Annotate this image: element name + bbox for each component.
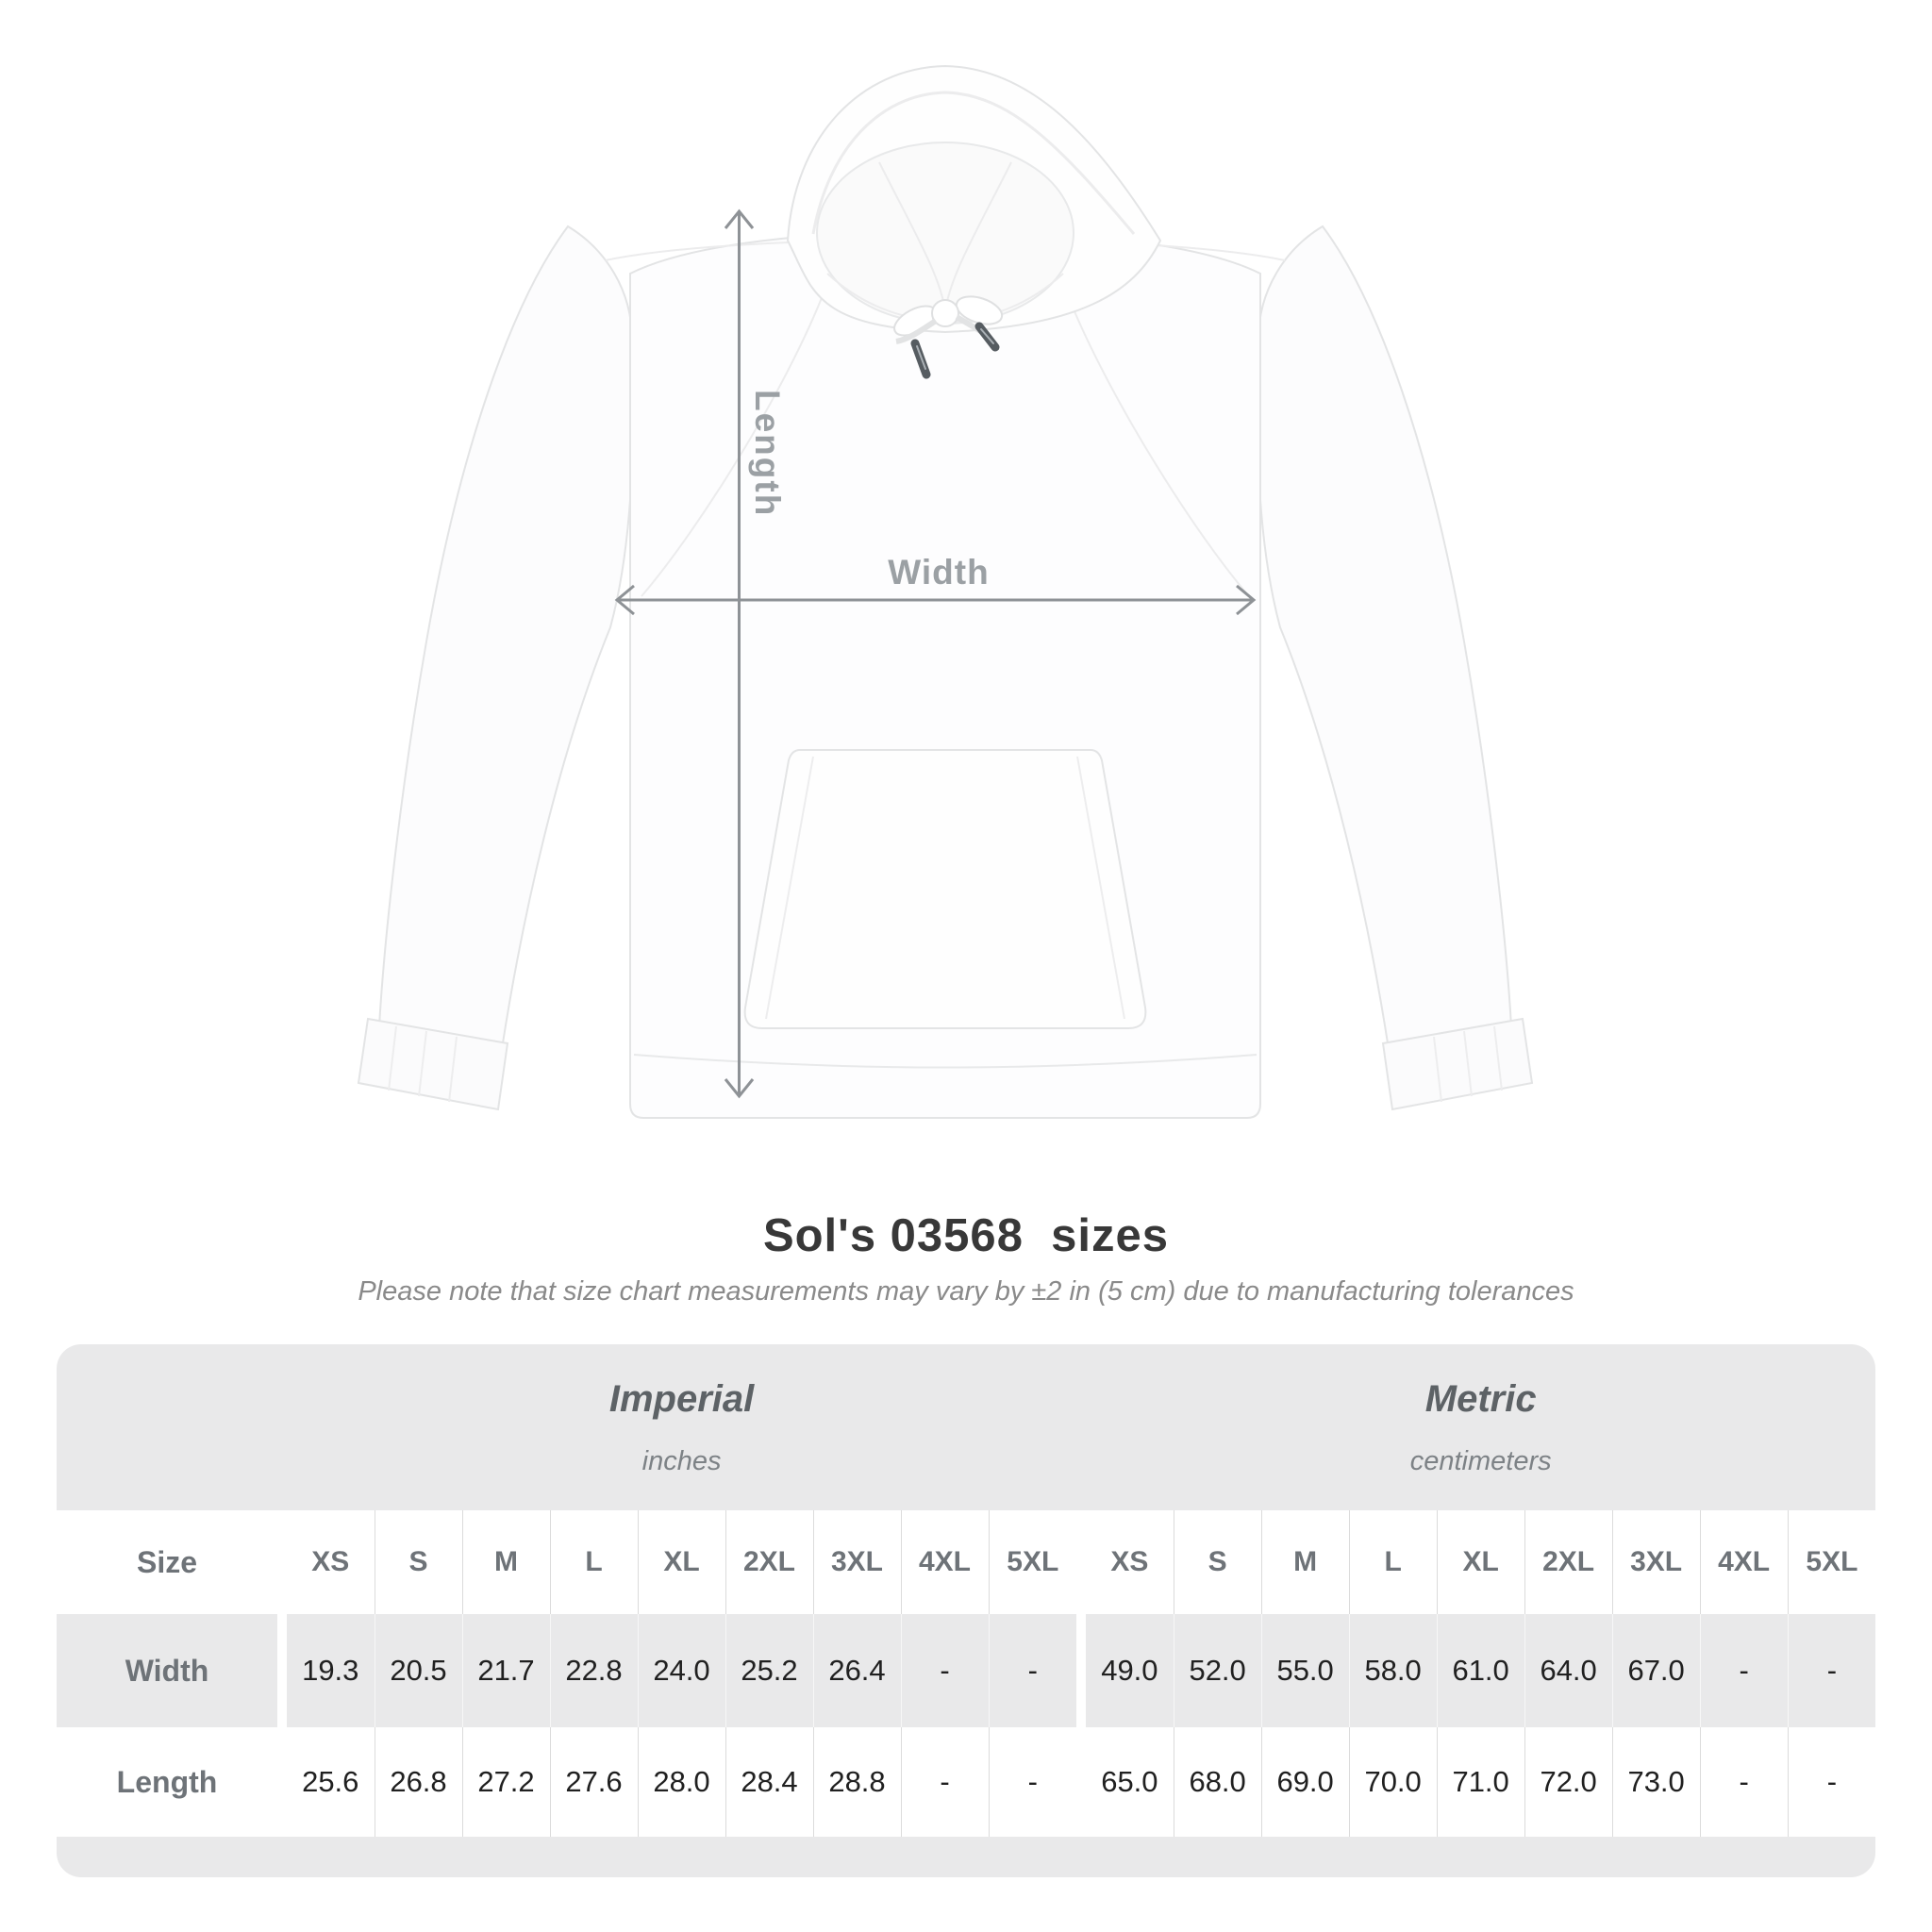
size-col-header: S bbox=[375, 1510, 462, 1614]
size-col-header: S bbox=[1174, 1510, 1261, 1614]
length-value: 27.6 bbox=[550, 1727, 638, 1837]
metric-label: Metric bbox=[1424, 1377, 1537, 1420]
hoodie-pocket bbox=[745, 750, 1146, 1028]
metric-unit-label: centimeters bbox=[1409, 1445, 1552, 1476]
length-value: 68.0 bbox=[1174, 1727, 1261, 1837]
page-title: Sol's 03568 sizes bbox=[762, 1210, 1170, 1261]
length-dimension-label: Length bbox=[748, 390, 787, 518]
metric-group-header bbox=[1086, 1344, 1875, 1510]
imperial-label: Imperial bbox=[608, 1377, 755, 1420]
width-dimension-label: Width bbox=[888, 553, 990, 591]
width-value: 67.0 bbox=[1612, 1614, 1700, 1727]
length-value: 25.6 bbox=[287, 1727, 375, 1837]
width-value: - bbox=[989, 1614, 1076, 1727]
size-header-row bbox=[57, 1510, 1875, 1614]
size-col-header: 2XL bbox=[1524, 1510, 1612, 1614]
length-value: 70.0 bbox=[1349, 1727, 1437, 1837]
size-col-header: XL bbox=[638, 1510, 725, 1614]
length-value: 69.0 bbox=[1261, 1727, 1349, 1837]
hoodie-image bbox=[285, 38, 1606, 1151]
length-value: 73.0 bbox=[1612, 1727, 1700, 1837]
size-col-header: M bbox=[1261, 1510, 1349, 1614]
hoodie-right-sleeve bbox=[1257, 226, 1532, 1109]
width-data-row bbox=[57, 1614, 1875, 1727]
width-value: 58.0 bbox=[1349, 1614, 1437, 1727]
length-value: 27.2 bbox=[462, 1727, 550, 1837]
width-value: - bbox=[1788, 1614, 1875, 1727]
width-value: - bbox=[1700, 1614, 1788, 1727]
length-value: 26.8 bbox=[375, 1727, 462, 1837]
width-value: 20.5 bbox=[375, 1614, 462, 1727]
length-value: - bbox=[989, 1727, 1076, 1837]
size-col-header: XS bbox=[287, 1510, 375, 1614]
width-value: 24.0 bbox=[638, 1614, 725, 1727]
width-value: 61.0 bbox=[1437, 1614, 1524, 1727]
size-tolerance-note: Please note that size chart measurements may vary by ±2 in (5 cm) due to manufacturing tolerances bbox=[358, 1276, 1574, 1307]
length-row-label: Length bbox=[57, 1727, 277, 1837]
hoodie-hood bbox=[788, 66, 1160, 332]
length-value: 71.0 bbox=[1437, 1727, 1524, 1837]
size-col-header: XS bbox=[1086, 1510, 1174, 1614]
corner-cell bbox=[57, 1344, 277, 1510]
size-col-header: L bbox=[1349, 1510, 1437, 1614]
width-value: 26.4 bbox=[813, 1614, 901, 1727]
length-value: - bbox=[1700, 1727, 1788, 1837]
size-chart-table bbox=[57, 1344, 1875, 1877]
width-value: 22.8 bbox=[550, 1614, 638, 1727]
width-row-label: Width bbox=[57, 1614, 277, 1727]
width-value: 19.3 bbox=[287, 1614, 375, 1727]
size-row-label: Size bbox=[57, 1510, 277, 1614]
size-col-header: 4XL bbox=[901, 1510, 989, 1614]
size-col-header: M bbox=[462, 1510, 550, 1614]
width-value: 64.0 bbox=[1524, 1614, 1612, 1727]
length-value: 65.0 bbox=[1086, 1727, 1174, 1837]
size-col-header: 3XL bbox=[813, 1510, 901, 1614]
width-value: 21.7 bbox=[462, 1614, 550, 1727]
size-col-header: XL bbox=[1437, 1510, 1524, 1614]
imperial-group-header bbox=[287, 1344, 1076, 1510]
length-value: 28.0 bbox=[638, 1727, 725, 1837]
unit-header-row bbox=[57, 1344, 1875, 1510]
width-value: - bbox=[901, 1614, 989, 1727]
hoodie-left-sleeve bbox=[358, 226, 633, 1109]
size-col-header: 4XL bbox=[1700, 1510, 1788, 1614]
length-value: 28.8 bbox=[813, 1727, 901, 1837]
size-col-header: 5XL bbox=[1788, 1510, 1875, 1614]
length-data-row bbox=[57, 1727, 1875, 1837]
length-value: - bbox=[1788, 1727, 1875, 1837]
width-value: 55.0 bbox=[1261, 1614, 1349, 1727]
width-value: 52.0 bbox=[1174, 1614, 1261, 1727]
size-col-header: 2XL bbox=[725, 1510, 813, 1614]
size-col-header: 5XL bbox=[989, 1510, 1076, 1614]
imperial-unit-label: inches bbox=[641, 1445, 722, 1476]
length-value: - bbox=[901, 1727, 989, 1837]
width-value: 25.2 bbox=[725, 1614, 813, 1727]
width-value: 49.0 bbox=[1086, 1614, 1174, 1727]
length-value: 72.0 bbox=[1524, 1727, 1612, 1837]
length-value: 28.4 bbox=[725, 1727, 813, 1837]
size-col-header: L bbox=[550, 1510, 638, 1614]
size-col-header: 3XL bbox=[1612, 1510, 1700, 1614]
table-footer-band bbox=[57, 1837, 1875, 1877]
